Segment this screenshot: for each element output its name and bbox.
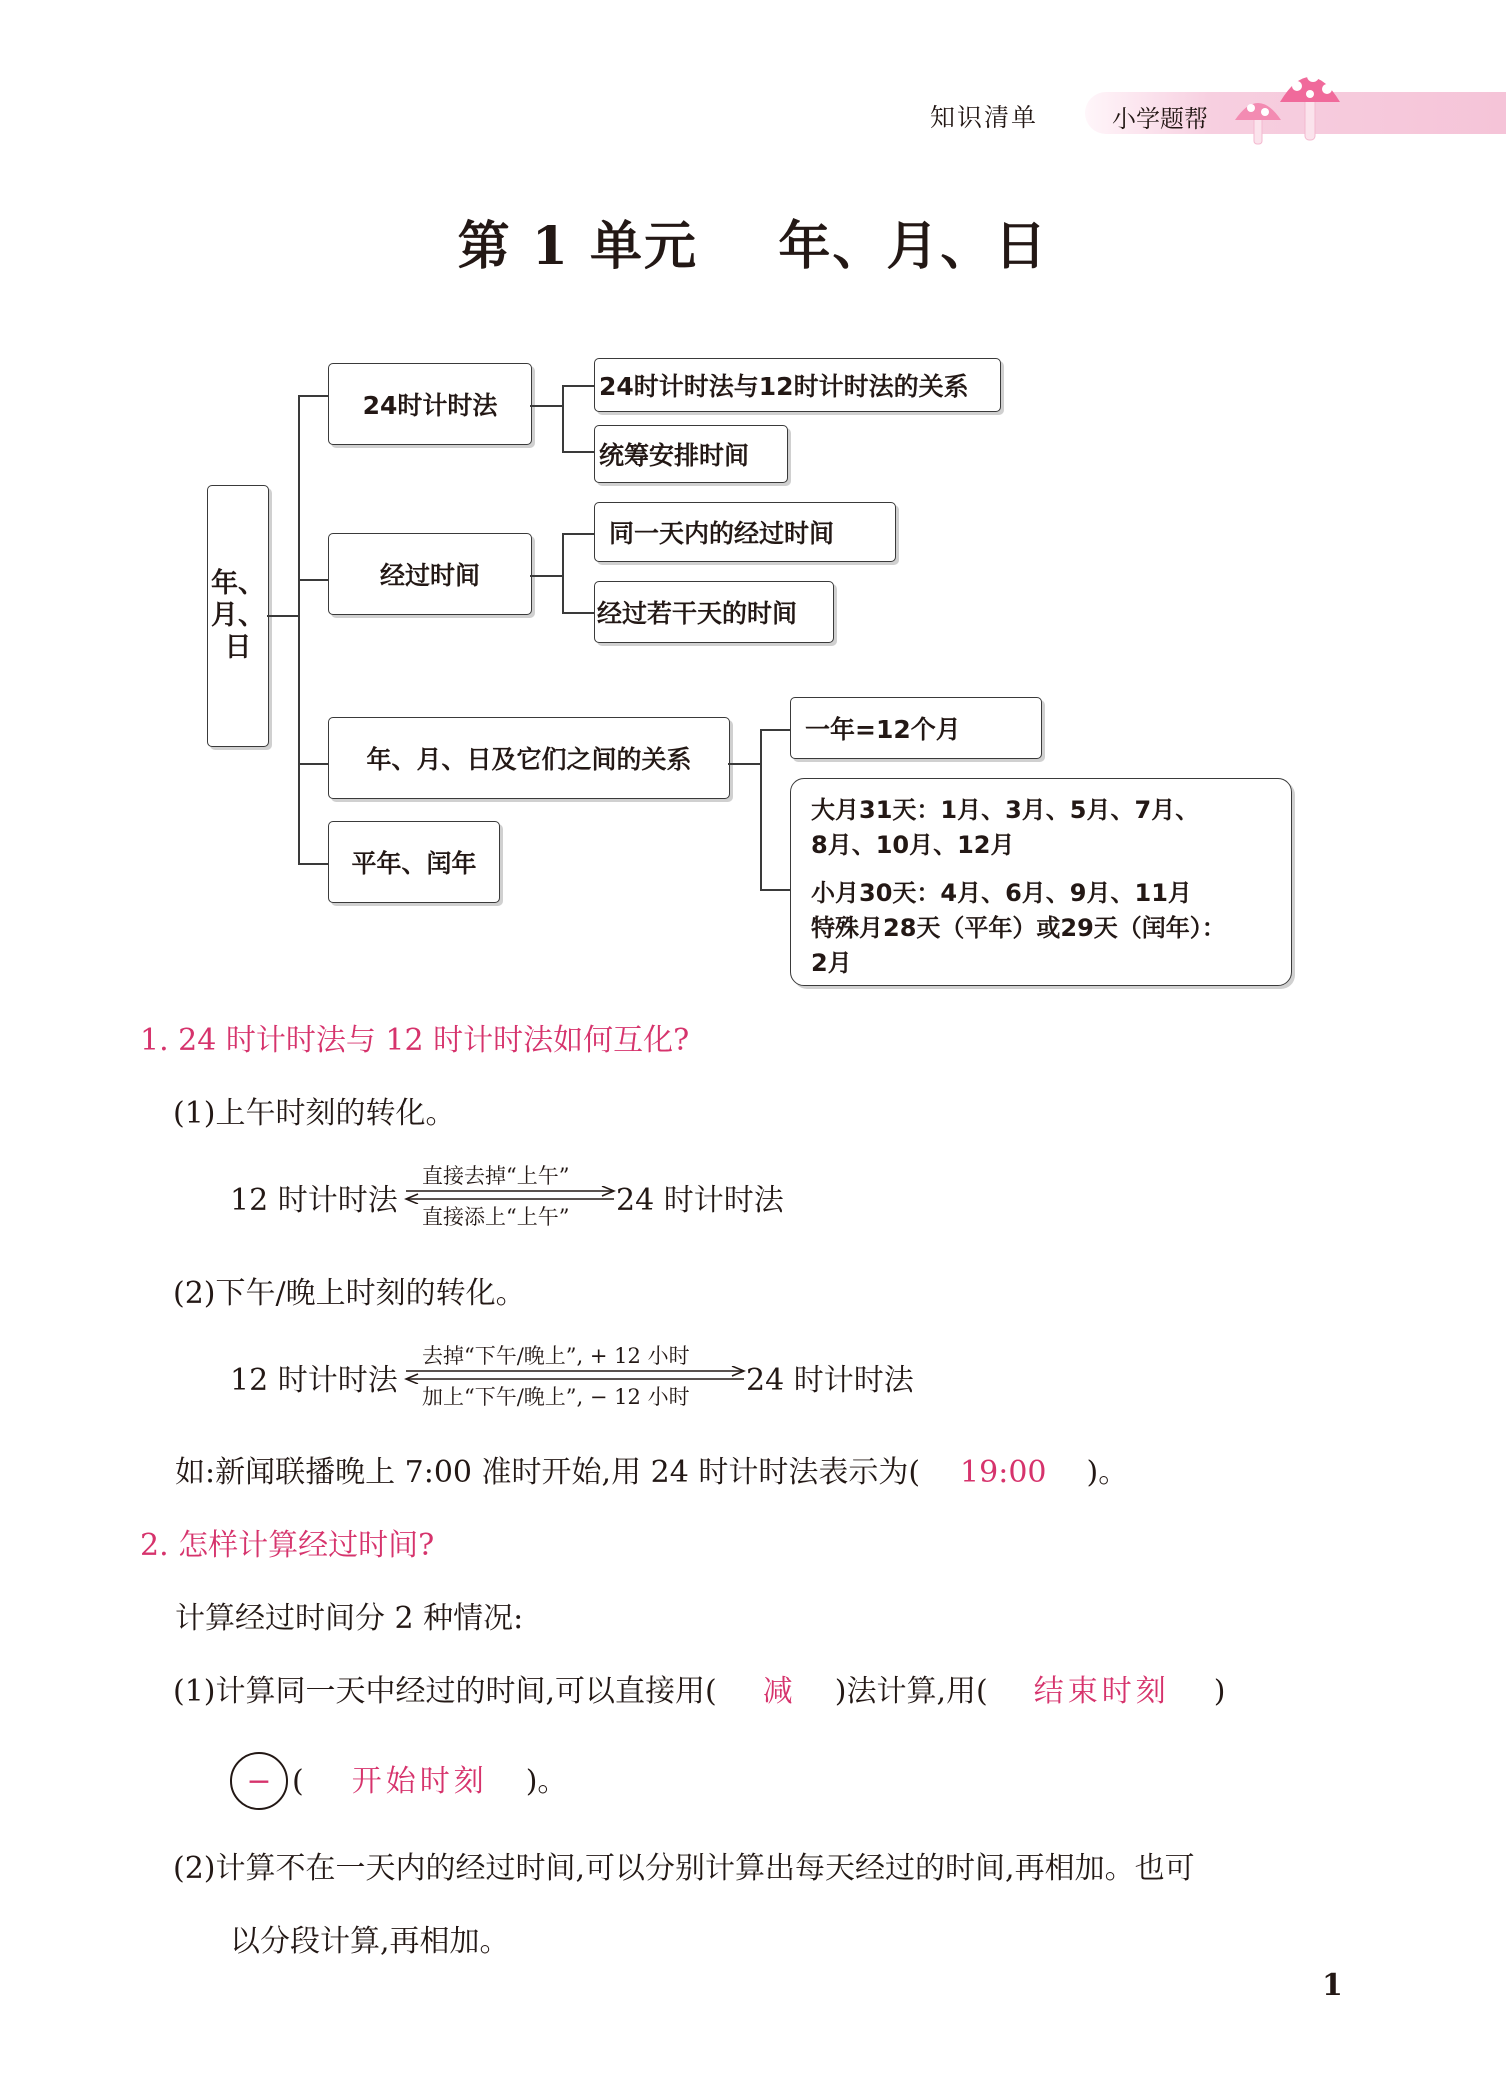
mindmap-leaf-same-day: 同一天内的经过时间 — [594, 502, 896, 562]
q2-heading: 2. 怎样计算经过时间? — [140, 1528, 435, 1563]
minus-operator-circle: − — [230, 1752, 288, 1810]
answer-subtract: 减 — [762, 1674, 793, 1709]
page-title: 第 1 单元 年、月、日 — [457, 216, 1049, 277]
q2-intro: 计算经过时间分 2 种情况: — [175, 1601, 524, 1636]
q2-case2-line1: (2)计算不在一天内的经过时间,可以分别计算出每天经过的时间,再相加。也可 — [173, 1851, 1195, 1886]
mindmap-root: 年、 月、 日 — [207, 485, 269, 747]
header-brand: 小学题帮 — [1112, 105, 1208, 133]
double-arrow-icon — [402, 1186, 618, 1204]
mindmap-branch-elapsed: 经过时间 — [328, 533, 532, 615]
mindmap-branch-ymd: 年、月、日及它们之间的关系 — [328, 717, 730, 799]
q2-case1: (1)计算同一天中经过的时间,可以直接用( 减 )法计算,用( 结束时刻 ) — [173, 1674, 1226, 1709]
double-arrow-icon — [402, 1366, 748, 1384]
answer-end-time: 结束时刻 — [1033, 1674, 1170, 1709]
answer-start-time: 开始时刻 — [351, 1764, 488, 1799]
mindmap-leaf-relation: 24时计时法与12时计时法的关系 — [594, 358, 1001, 412]
mindmap-branch-24hour: 24时计时法 — [328, 363, 532, 445]
answer-19-00: 19:00 — [960, 1455, 1047, 1490]
q2-case1-cont: ( 开始时刻 )。 — [292, 1764, 568, 1799]
header-label: 知识清单 — [930, 103, 1039, 132]
q1-part2: (2)下午/晚上时刻的转化。 — [173, 1276, 526, 1311]
page-number: 1 — [1322, 1968, 1343, 2003]
q1-part1: (1)上午时刻的转化。 — [173, 1096, 456, 1131]
mindmap-leaf-month-days: 大月31天：1月、3月、5月、7月、 8月、10月、12月 小月30天：4月、6月、9月、11月 特殊月28天（平年）或29天（闰年）： 2月 — [790, 778, 1292, 986]
mindmap-leaf-multi-day: 经过若干天的时间 — [594, 581, 834, 643]
mindmap-branch-leap-year: 平年、闰年 — [328, 821, 500, 903]
q1-heading: 1. 24 时计时法与 12 时计时法如何互化? — [140, 1023, 690, 1058]
mindmap-leaf-schedule: 统筹安排时间 — [594, 425, 788, 483]
q2-case2-line2: 以分段计算,再相加。 — [230, 1924, 510, 1959]
q1-example: 如:新闻联播晚上 7:00 准时开始,用 24 时计时法表示为( 19:00 )。 — [175, 1455, 1129, 1490]
mushroom-icon — [1225, 56, 1345, 148]
mindmap-leaf-12-months: 一年=12个月 — [790, 697, 1042, 759]
